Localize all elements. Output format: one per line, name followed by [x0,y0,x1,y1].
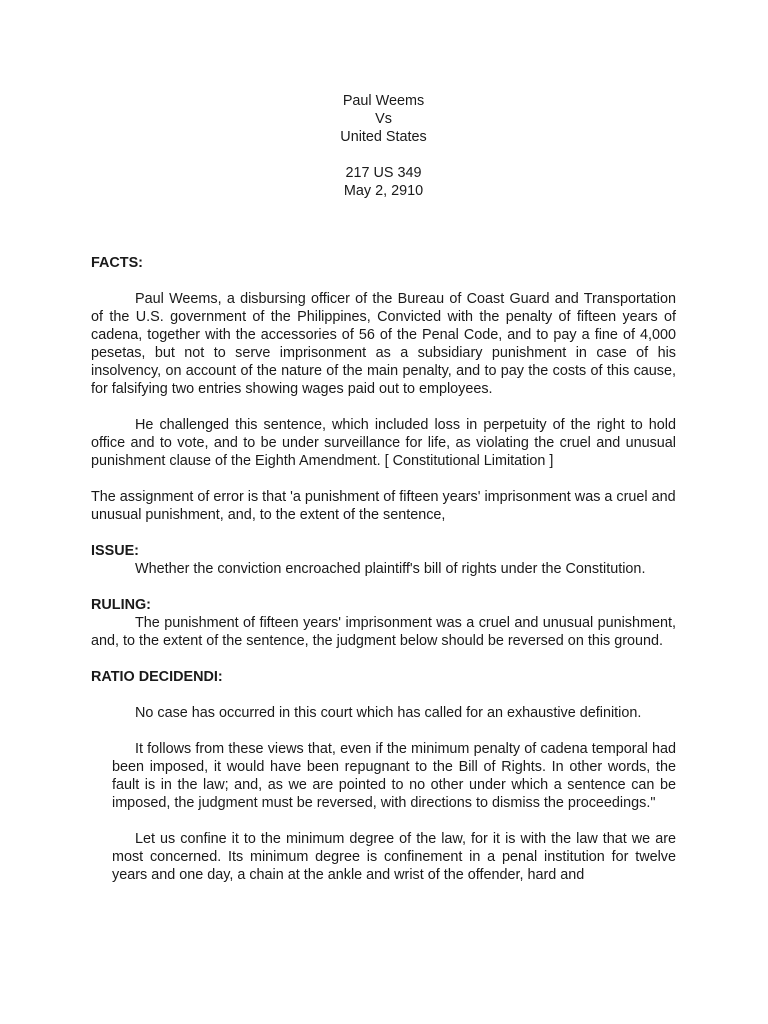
facts-paragraph-2: He challenged this sentence, which included loss in perpetuity of the right to hold office and to vote, and to be under surveillance for life, as violating the cruel and unusual punishment clause of the Eighth Amendment. [ Constitutional Limitation ] [91,417,676,469]
ratio-paragraph-1: No case has occurred in this court which has called for an exhaustive definition. [135,705,642,721]
party-two: United States [340,129,427,145]
issue-heading: ISSUE: [91,543,139,559]
facts-paragraph-1: Paul Weems, a disbursing officer of the Bureau of Coast Guard and Transportation of the U.S. government of the Philippines, Convicted with the penalty of fifteen years of cadena, together with the accessories of 56 of the Penal Code, and to pay a fine of 4,000 pesetas, but not to serve imprisonment as a subsidiary punishment in case of his insolvency, on account of the nature of the main penalty, and to pay the costs of this cause, for falsifying two entries showing wages paid out to employees. [91,291,676,397]
spacer [91,470,676,488]
spacer [91,200,676,254]
ratio-paragraph-3: Let us confine it to the minimum degree of the law, for it is with the law that we are most concerned. Its minimum degree is confinement in a penal institution for twelve years and one day, a chain at the ankle and wrist of the offender, hard and [112,831,676,883]
spacer [91,812,676,830]
party-one: Paul Weems [342,93,425,109]
issue-text: Whether the conviction encroached plaintiff's bill of rights under the Constitution. [135,561,646,577]
spacer [91,524,676,542]
spacer [91,272,676,290]
spacer [91,146,676,164]
spacer [91,722,676,740]
spacer [91,686,676,704]
facts-paragraph-3: The assignment of error is that 'a punishment of fifteen years' imprisonment was a cruel and unusual punishment, and, to the extent of the sentence, [91,489,676,523]
ruling-text: The punishment of fifteen years' imprisonment was a cruel and unusual punishment, and, to the extent of the sentence, the judgment below should be reversed on this ground. [91,615,676,649]
case-date: May 2, 2910 [343,183,424,199]
case-citation: 217 US 349 [345,165,422,181]
versus-label: Vs [375,111,392,127]
spacer [91,398,676,416]
facts-heading: FACTS: [91,255,143,271]
document-page [91,92,676,884]
case-title-block [91,92,676,200]
ratio-heading: RATIO DECIDENDI: [91,669,223,685]
spacer [91,650,676,668]
spacer [91,578,676,596]
ratio-paragraph-2: It follows from these views that, even if the minimum penalty of cadena temporal had been imposed, it would have been repugnant to the Bill of Rights. In other words, the fault is in the law; and, as we are pointed to no other under which a sentence can be imposed, the judgment must be reversed, with directions to dismiss the proceedings." [112,741,676,811]
ruling-heading: RULING: [91,597,151,613]
